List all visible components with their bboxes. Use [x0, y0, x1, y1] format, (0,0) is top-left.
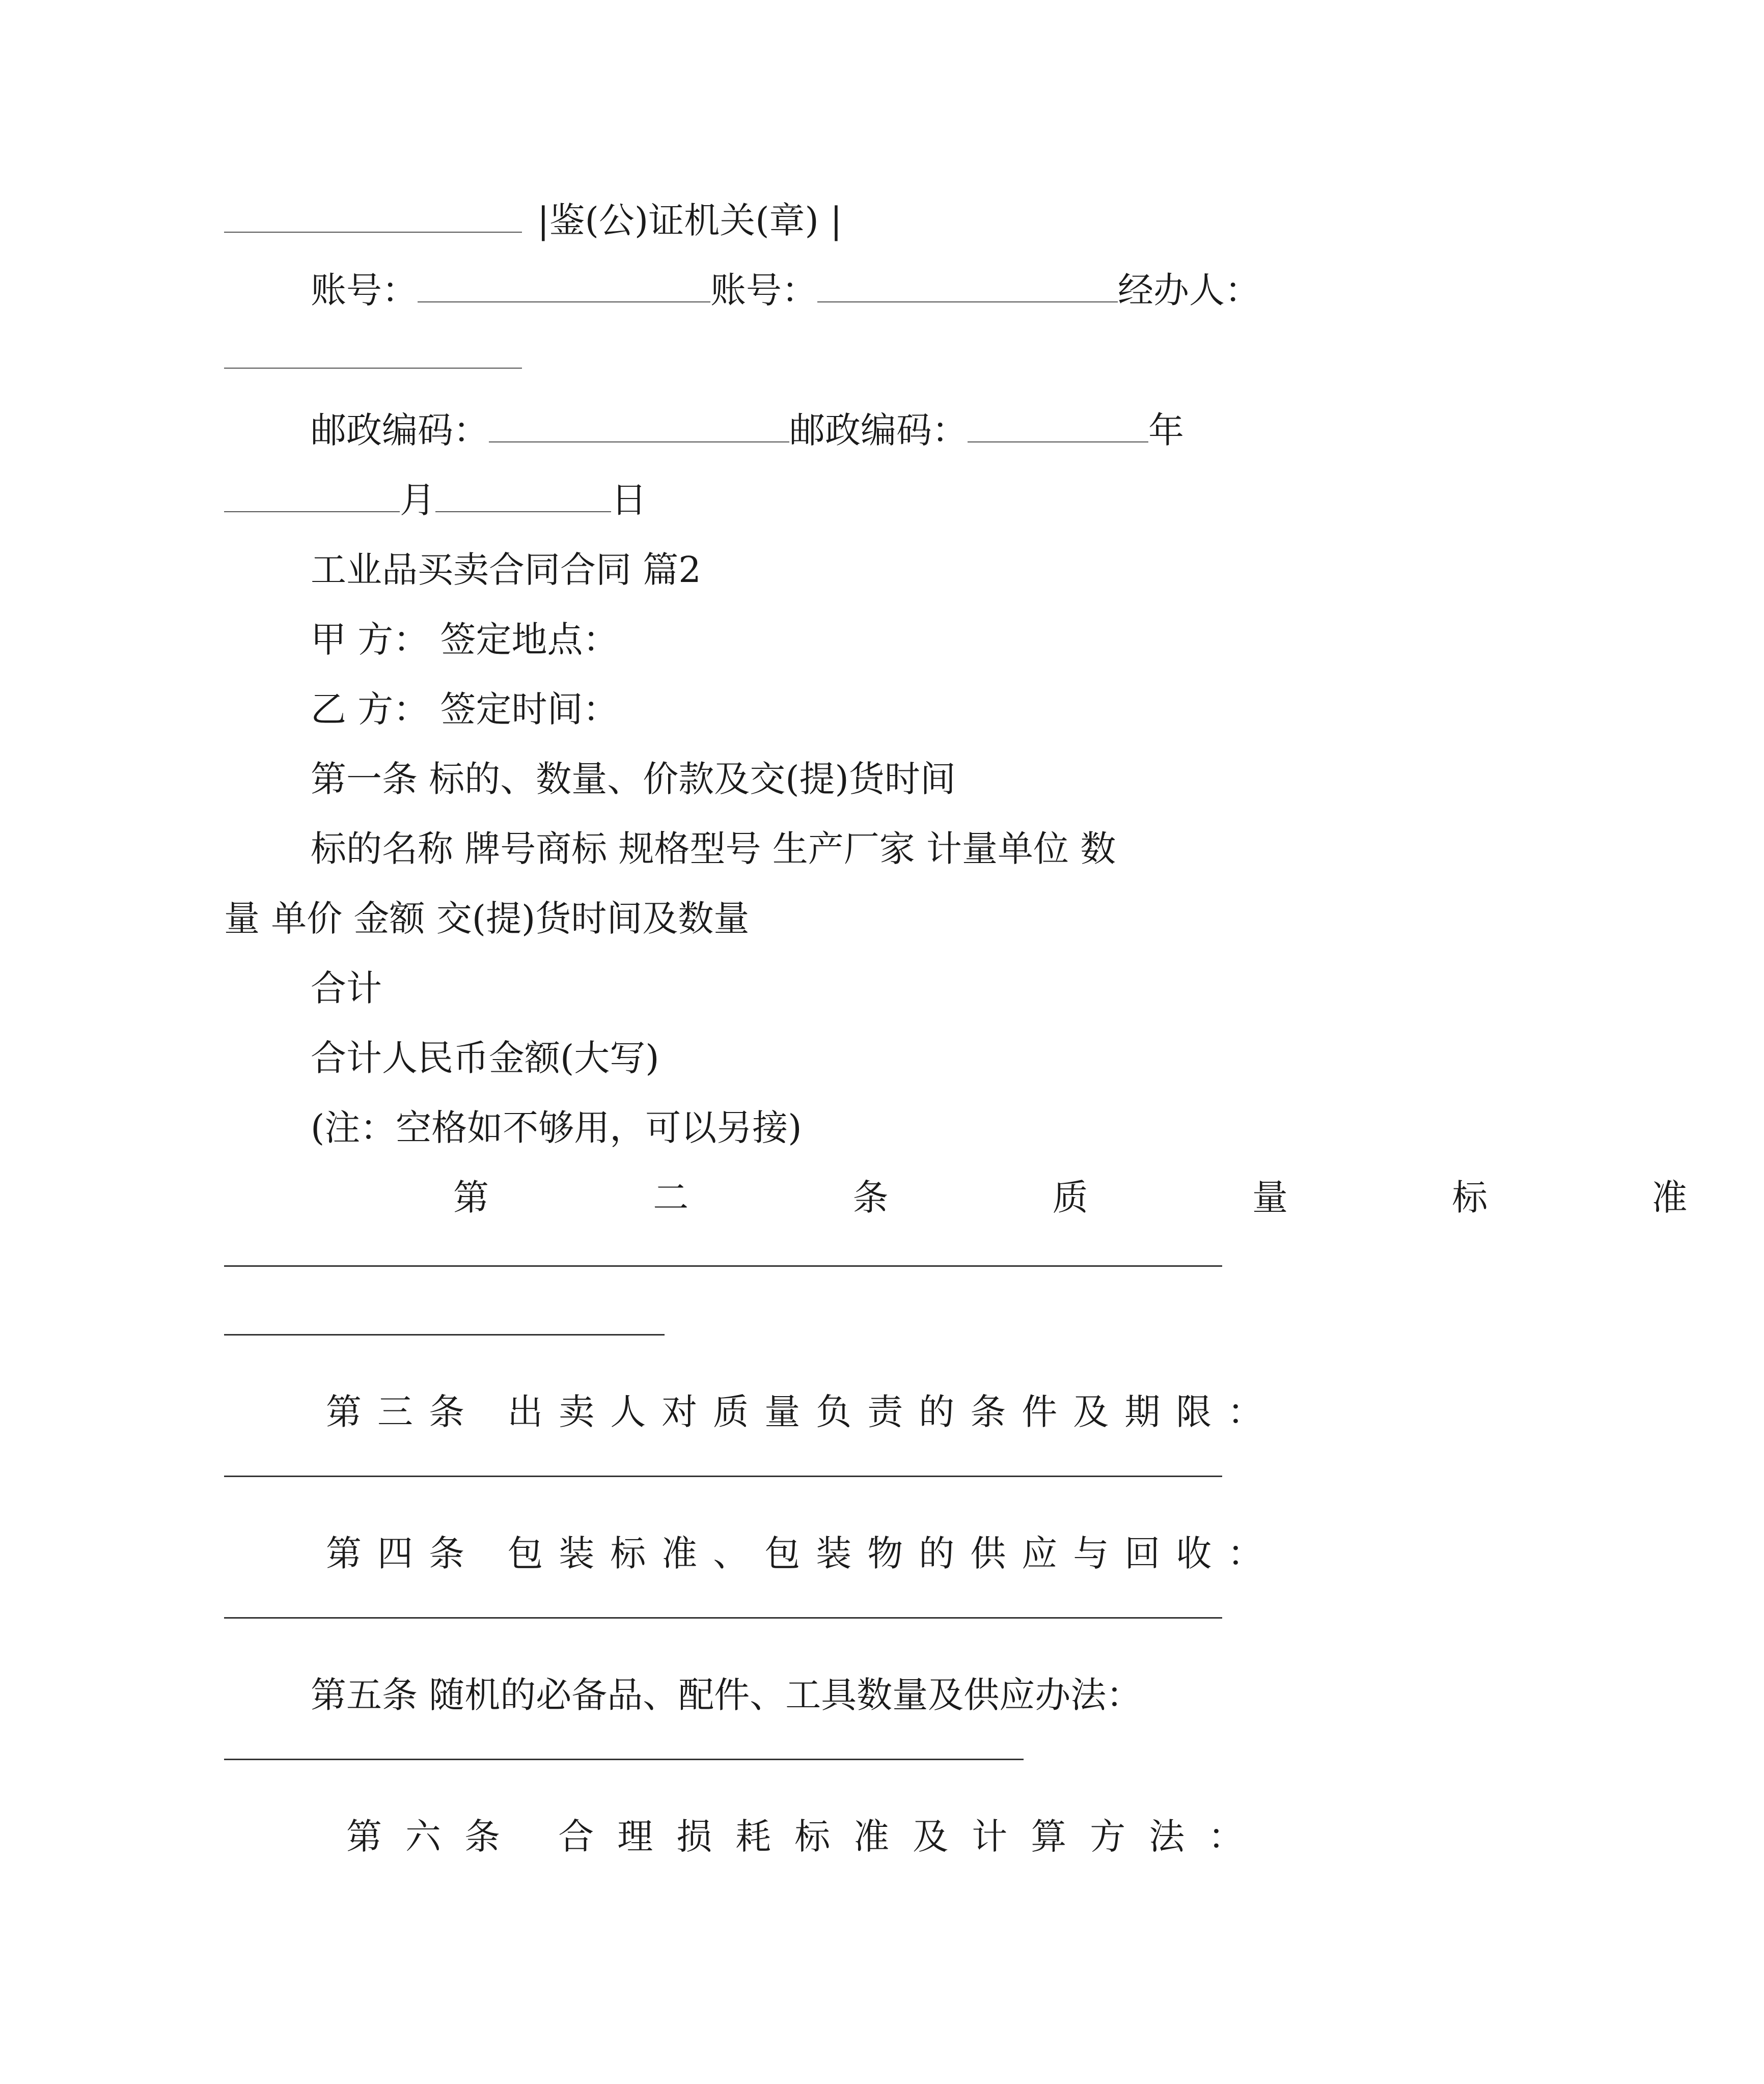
month-label: 月	[400, 479, 435, 521]
blank-field	[968, 410, 1148, 442]
postcode-line	[224, 402, 1263, 458]
blank-field	[224, 336, 522, 369]
seal-line	[224, 192, 1263, 248]
article-5: 第五条 随机的必备品、配件、工具数量及供应办法：	[311, 1674, 1142, 1716]
note-line: (注：空格如不够用，可以另接)	[311, 1107, 802, 1149]
postcode-label: 邮政编码：	[311, 409, 489, 451]
article-4: 第四条 包装标准、包装物的供应与回收：	[326, 1533, 1279, 1574]
fill-line	[224, 1476, 1222, 1477]
fill-line	[224, 1759, 1024, 1760]
columns-line-1: 标的名称 牌号商标 规格型号 生产厂家 计量单位 数	[311, 828, 1116, 870]
total-line: 合计	[311, 967, 382, 1009]
blank-field	[817, 270, 1118, 302]
columns-line-2: 量 单价 金额 交(提)货时间及数量	[224, 898, 750, 939]
fill-line	[224, 1265, 1222, 1267]
day-label: 日	[611, 479, 647, 521]
party-a-line: 甲 方： 签定地点：	[311, 619, 619, 660]
article-3: 第三条 出卖人对质量负责的条件及期限：	[326, 1391, 1279, 1433]
section-title: 工业品买卖合同合同 篇2	[311, 549, 701, 591]
blank-field	[489, 410, 789, 442]
blank-field	[418, 270, 710, 302]
seal-label: |鉴(公)证机关(章) |	[537, 200, 842, 241]
party-b-line: 乙 方： 签定时间：	[311, 688, 619, 730]
blank-field	[224, 200, 522, 233]
account-label: 账号：	[311, 269, 418, 311]
blank-field	[224, 480, 400, 512]
fill-line	[224, 1334, 665, 1336]
handler-blank-line	[224, 328, 1263, 384]
handler-label: 经办人：	[1118, 269, 1260, 311]
year-label: 年	[1148, 409, 1184, 451]
postcode-label: 邮政编码：	[789, 409, 968, 451]
account-label: 账号：	[710, 269, 817, 311]
article-6: 第六条 合理损耗标准及计算方法：	[346, 1816, 1267, 1857]
date-line	[224, 472, 1263, 528]
blank-field	[435, 480, 611, 512]
article-1: 第一条 标的、数量、价款及交(提)货时间	[311, 758, 956, 800]
article-2: 第 二 条 质 量 标 准	[453, 1177, 1764, 1218]
total-rmb-line: 合计人民币金额(大写)	[311, 1037, 659, 1079]
account-line	[224, 262, 1263, 318]
fill-line	[224, 1617, 1222, 1619]
